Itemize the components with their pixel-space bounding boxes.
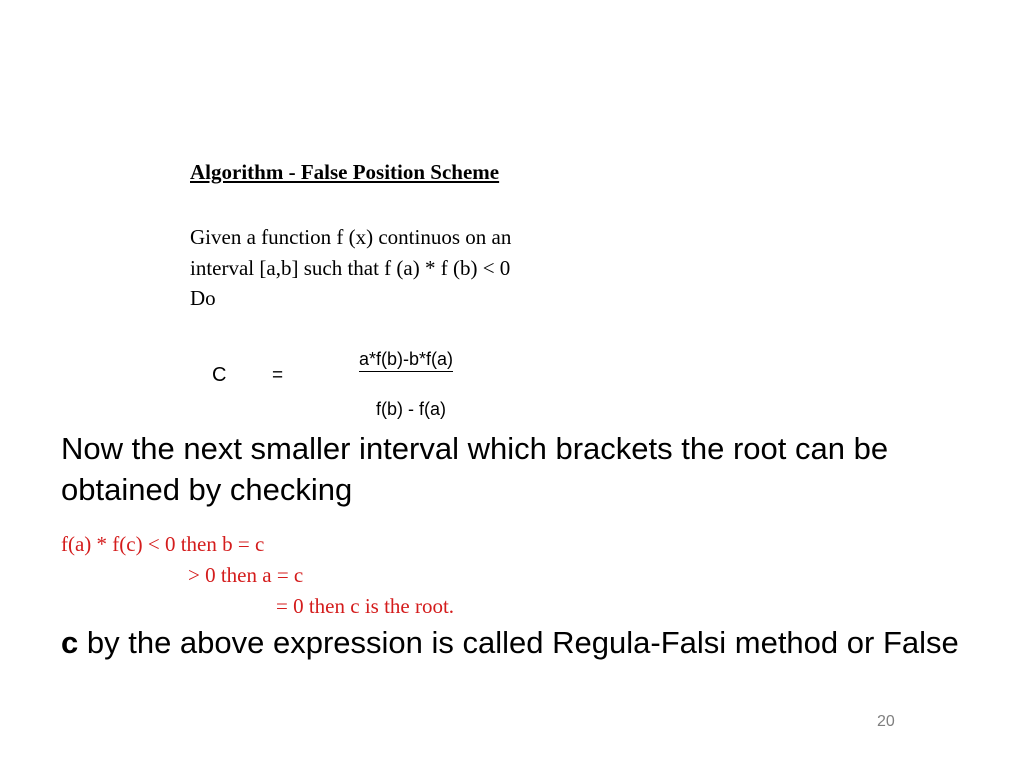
formula-numerator: a*f(b)-b*f(a) — [359, 349, 453, 372]
condition-line-zero: = 0 then c is the root. — [276, 594, 455, 618]
formula-equals-sign: = — [272, 365, 284, 386]
formula-lhs: C — [212, 364, 227, 386]
algorithm-title: Algorithm - False Position Scheme — [190, 160, 500, 184]
given-line: Do — [190, 286, 216, 310]
condition-line-negative: f(a) * f(c) < 0 then b = c — [61, 532, 265, 556]
condition-line-positive: > 0 then a = c — [188, 563, 304, 587]
given-line: Given a function f (x) continuos on an — [190, 225, 512, 249]
page-number: 20 — [877, 713, 895, 730]
conclusion-bold-c: c — [61, 625, 79, 660]
formula-denominator: f(b) - f(a) — [376, 399, 446, 419]
conclusion-text: by the above expression is called Regula-Falsi method or False — [78, 625, 959, 660]
given-line: interval [a,b] such that f (a) * f (b) < 0 — [190, 255, 511, 280]
given-description — [190, 222, 511, 314]
conclusion-paragraph — [61, 622, 1001, 663]
next-interval-paragraph: Now the next smaller interval which brackets the root can be obtained by checking — [61, 431, 889, 507]
